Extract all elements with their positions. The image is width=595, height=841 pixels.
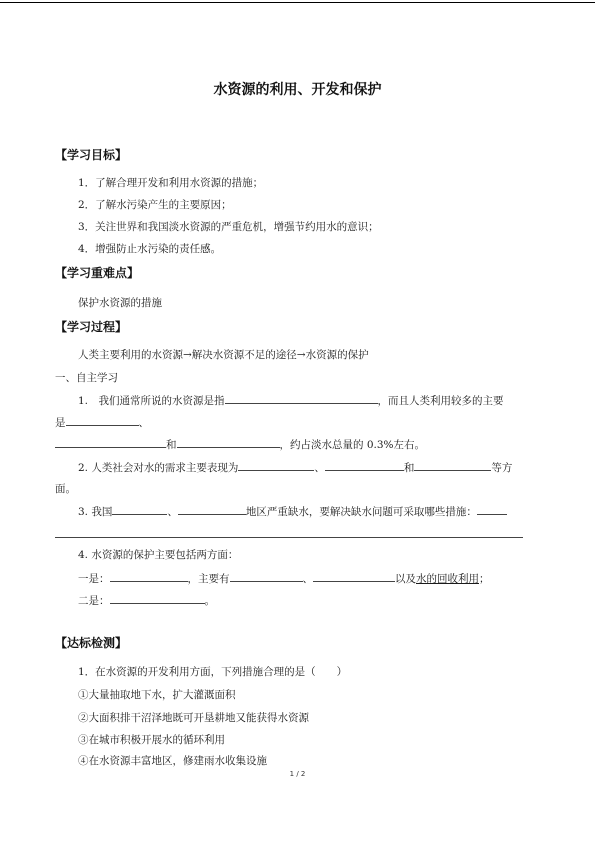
- q3-text-c: 地区严重缺水，要解决缺水问题可采取哪些措施：: [245, 506, 477, 518]
- q3-blank-2[interactable]: [178, 503, 246, 515]
- q4-blank-4[interactable]: [110, 592, 205, 604]
- q2-line-2: 面。: [55, 483, 76, 495]
- q1-blank-2[interactable]: [66, 414, 139, 426]
- q4-blank-2[interactable]: [230, 570, 303, 582]
- page-title: 水资源的利用、开发和保护: [213, 82, 382, 98]
- q4-two-end: 。: [204, 595, 215, 607]
- q2-blank-2[interactable]: [325, 459, 404, 471]
- q2-text-a: 2. 人类社会对水的需求主要表现为: [78, 462, 239, 474]
- q2-blank-3[interactable]: [414, 459, 491, 471]
- test-option-2: ②大面积排干沼泽地既可开垦耕地又能获得水资源: [78, 712, 309, 724]
- test-option-1: ①大量抽取地下水，扩大灌溉面积: [78, 689, 236, 701]
- q4-blank-3[interactable]: [313, 570, 395, 582]
- q4-one-end-b: 水的回收利用: [416, 573, 479, 585]
- q3-blank-1[interactable]: [112, 503, 167, 515]
- process-heading: 【学习过程】: [55, 320, 128, 334]
- self-study-heading: 一、自主学习: [55, 372, 118, 384]
- goal-item-2: 2．了解水污染产生的主要原因；: [78, 199, 232, 211]
- key-points-heading: 【学习重难点】: [55, 266, 140, 280]
- q2-blank-1[interactable]: [238, 459, 314, 471]
- test-option-3: ③在城市积极开展水的循环利用: [78, 734, 225, 746]
- q3-text-b: 、: [167, 506, 178, 518]
- goal-item-3: 3．关注世界和我国淡水资源的严重危机，增强节约用水的意识；: [78, 221, 379, 233]
- q4-line-1: 4. 水资源的保护主要包括两方面：: [78, 549, 239, 561]
- q1-blank-1[interactable]: [225, 392, 378, 404]
- test-option-4: ④在水资源丰富地区，修建雨水收集设施: [78, 755, 267, 767]
- goal-item-1: 1．了解合理开发和利用水资源的措施；: [78, 177, 264, 189]
- q2-text-c: 和: [403, 462, 415, 474]
- test-heading: 【达标检测】: [55, 636, 128, 650]
- q4-one-end-a: 以及: [395, 573, 416, 585]
- process-intro: 人类主要利用的水资源→解决水资源不足的途径→水资源的保护: [78, 349, 369, 361]
- q3-blank-3[interactable]: [477, 503, 507, 515]
- q3-text-a: 3. 我国: [78, 506, 113, 518]
- q1-line-2: [55, 414, 149, 430]
- q4-one-end-c: ；: [479, 573, 490, 585]
- q4-one-label: 一是：: [78, 573, 110, 585]
- test-question-1: 1．在水资源的开发利用方面，下列措施合理的是（ ）: [78, 666, 348, 678]
- goals-heading: 【学习目标】: [55, 148, 128, 162]
- q2-text-b: 、: [314, 462, 325, 474]
- q1-text-a: 1. 我们通常所说的水资源是指: [78, 395, 225, 407]
- q2-line-1: [78, 459, 512, 475]
- q1-blank-3[interactable]: [55, 436, 166, 448]
- q1-text-f: ，约占淡水总量的 0.3%左右。: [279, 439, 426, 451]
- q3-line-1: [78, 503, 507, 519]
- key-points-text: 保护水资源的措施: [78, 297, 162, 309]
- goal-item-4: 4．增强防止水污染的责任感。: [78, 243, 222, 255]
- q1-text-b: ，而且人类利用较多的主要: [377, 395, 504, 407]
- q4-blank-1[interactable]: [110, 570, 188, 582]
- top-border-line: [0, 2, 595, 3]
- q4-line-2: [78, 570, 490, 586]
- q1-text-e: 和: [166, 439, 177, 451]
- q1-blank-4[interactable]: [177, 436, 280, 448]
- q3-answer-line[interactable]: [55, 526, 523, 538]
- q1-line-1: [78, 392, 504, 408]
- q1-line-3: [55, 436, 425, 452]
- q4-two-label: 二是：: [78, 595, 110, 607]
- q4-one-sep: 、: [302, 573, 313, 585]
- page-number: 1 / 2: [289, 770, 306, 778]
- q4-line-3: [78, 592, 215, 608]
- q1-text-d: 、: [138, 417, 149, 429]
- q4-one-mid: ，主要有: [187, 573, 230, 585]
- q2-text-d: 等方: [491, 462, 513, 474]
- q1-text-c: 是: [55, 417, 66, 429]
